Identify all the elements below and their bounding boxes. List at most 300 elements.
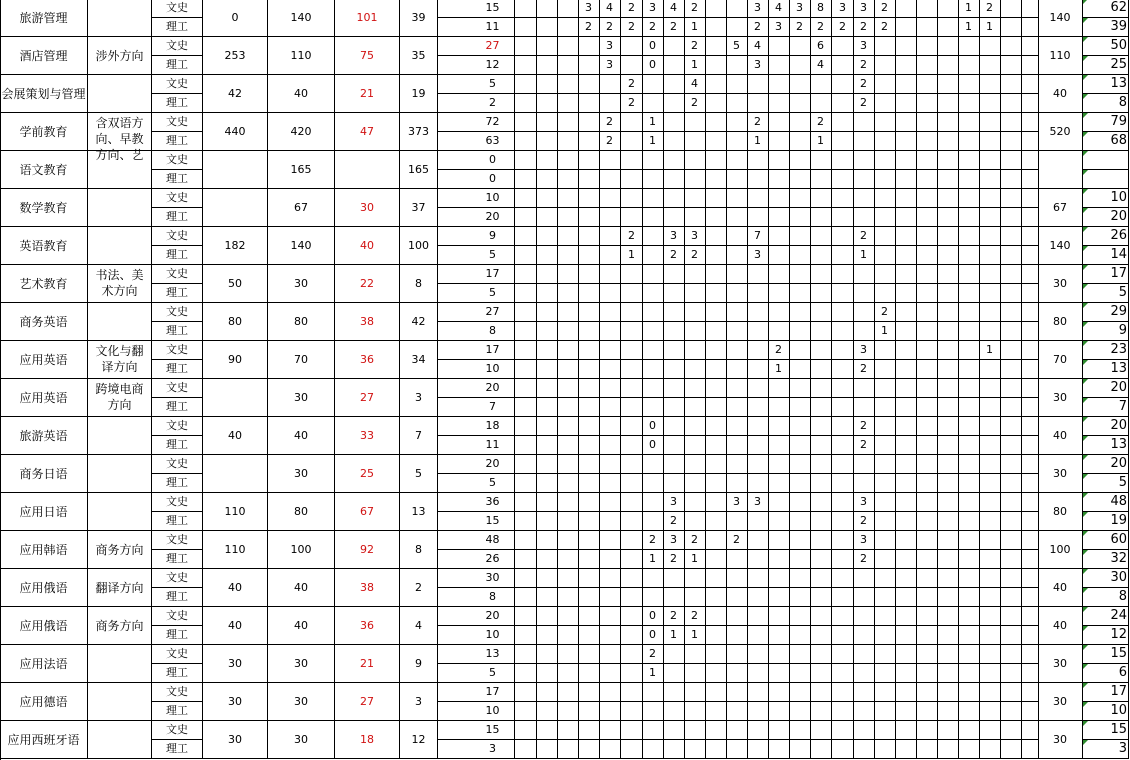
row-total-cell[interactable] [1083, 18, 1129, 37]
track-cell[interactable] [152, 721, 203, 740]
dist-cell[interactable] [937, 151, 959, 170]
dist-cell[interactable] [958, 75, 980, 94]
dist-cell[interactable] [916, 37, 938, 56]
dist-cell[interactable] [747, 607, 769, 626]
dist-cell[interactable] [705, 607, 727, 626]
dist-cell[interactable] [1000, 379, 1022, 398]
dist-cell[interactable] [832, 569, 854, 588]
dist-cell[interactable] [937, 550, 959, 569]
dist-cell[interactable] [958, 189, 980, 208]
admitted-cell[interactable] [335, 227, 400, 265]
dist-cell[interactable] [726, 740, 748, 759]
dist-cell[interactable] [937, 455, 959, 474]
dist-cell[interactable] [663, 512, 685, 531]
dist-cell[interactable] [937, 75, 959, 94]
dist-cell[interactable] [536, 208, 558, 227]
dist-cell[interactable] [768, 227, 790, 246]
dist-cell[interactable] [1000, 284, 1022, 303]
target-total-cell[interactable] [1038, 455, 1083, 493]
dist-cell[interactable] [958, 341, 980, 360]
dist-cell[interactable] [705, 664, 727, 683]
dist-cell[interactable] [1000, 474, 1022, 493]
dist-cell[interactable] [789, 436, 811, 455]
dist-cell[interactable] [789, 0, 811, 18]
dist-cell[interactable] [684, 664, 706, 683]
dist-cell[interactable] [642, 607, 664, 626]
dist-cell[interactable] [768, 94, 790, 113]
dist-cell[interactable] [1000, 550, 1022, 569]
admitted-cell[interactable] [335, 531, 400, 569]
dist-cell[interactable] [1000, 227, 1022, 246]
dist-cell[interactable] [747, 436, 769, 455]
count-cell[interactable] [471, 588, 515, 607]
dist-cell[interactable] [642, 151, 664, 170]
dist-cell[interactable] [747, 113, 769, 132]
dist-cell[interactable] [916, 56, 938, 75]
dist-cell[interactable] [1000, 645, 1022, 664]
dist-cell[interactable] [768, 740, 790, 759]
dist-cell[interactable] [642, 569, 664, 588]
dist-cell[interactable] [768, 398, 790, 417]
dist-cell[interactable] [536, 94, 558, 113]
target-total-cell[interactable] [1038, 151, 1083, 189]
dist-cell[interactable] [832, 94, 854, 113]
dist-cell[interactable] [747, 702, 769, 721]
dist-cell[interactable] [810, 56, 832, 75]
major-name-cell[interactable] [0, 417, 88, 455]
dist-cell[interactable] [810, 493, 832, 512]
dist-cell[interactable] [684, 512, 706, 531]
dist-cell[interactable] [874, 341, 896, 360]
dist-cell[interactable] [747, 664, 769, 683]
row-total-cell[interactable] [1083, 550, 1129, 569]
blank-cell[interactable] [438, 417, 471, 455]
dist-cell[interactable] [832, 170, 854, 189]
dist-cell[interactable] [599, 341, 621, 360]
dist-cell[interactable] [768, 303, 790, 322]
dist-cell[interactable] [536, 531, 558, 550]
count-cell[interactable] [471, 626, 515, 645]
dist-cell[interactable] [599, 607, 621, 626]
dist-cell[interactable] [515, 493, 537, 512]
plan-enrolled-cell[interactable] [268, 303, 335, 341]
dist-cell[interactable] [1000, 18, 1022, 37]
dist-cell[interactable] [1000, 246, 1022, 265]
admitted-cell[interactable] [335, 341, 400, 379]
dist-cell[interactable] [789, 18, 811, 37]
track-cell[interactable] [152, 588, 203, 607]
track-cell[interactable] [152, 569, 203, 588]
dist-cell[interactable] [768, 18, 790, 37]
dist-cell[interactable] [599, 569, 621, 588]
admitted-cell[interactable] [335, 113, 400, 151]
track-cell[interactable] [152, 56, 203, 75]
dist-cell[interactable] [578, 588, 600, 607]
remaining-cell[interactable] [400, 683, 438, 721]
dist-cell[interactable] [747, 227, 769, 246]
blank-cell[interactable] [438, 0, 471, 37]
dist-cell[interactable] [979, 303, 1001, 322]
dist-cell[interactable] [768, 645, 790, 664]
dist-cell[interactable] [515, 341, 537, 360]
dist-cell[interactable] [599, 265, 621, 284]
dist-cell[interactable] [1000, 151, 1022, 170]
row-total-cell[interactable] [1083, 379, 1129, 398]
dist-cell[interactable] [705, 94, 727, 113]
dist-cell[interactable] [789, 474, 811, 493]
dist-cell[interactable] [832, 417, 854, 436]
dist-cell[interactable] [1021, 455, 1039, 474]
dist-cell[interactable] [747, 18, 769, 37]
dist-cell[interactable] [916, 417, 938, 436]
direction-cell[interactable] [88, 113, 152, 162]
row-total-cell[interactable] [1083, 512, 1129, 531]
count-cell[interactable] [471, 398, 515, 417]
dist-cell[interactable] [621, 474, 643, 493]
dist-cell[interactable] [684, 493, 706, 512]
dist-cell[interactable] [621, 683, 643, 702]
dist-cell[interactable] [810, 550, 832, 569]
dist-cell[interactable] [874, 303, 896, 322]
dist-cell[interactable] [642, 246, 664, 265]
dist-cell[interactable] [1021, 132, 1039, 151]
dist-cell[interactable] [515, 151, 537, 170]
dist-cell[interactable] [810, 436, 832, 455]
dist-cell[interactable] [937, 474, 959, 493]
dist-cell[interactable] [895, 113, 917, 132]
dist-cell[interactable] [578, 474, 600, 493]
dist-cell[interactable] [684, 436, 706, 455]
dist-cell[interactable] [958, 170, 980, 189]
admitted-cell[interactable] [335, 303, 400, 341]
dist-cell[interactable] [726, 360, 748, 379]
dist-cell[interactable] [536, 341, 558, 360]
dist-cell[interactable] [642, 531, 664, 550]
plan-enrolled-cell[interactable] [268, 417, 335, 455]
dist-cell[interactable] [726, 493, 748, 512]
plan-enrolled-cell[interactable] [268, 569, 335, 607]
dist-cell[interactable] [684, 607, 706, 626]
dist-cell[interactable] [979, 683, 1001, 702]
dist-cell[interactable] [958, 0, 980, 18]
dist-cell[interactable] [642, 398, 664, 417]
plan-total-cell[interactable] [203, 721, 268, 759]
dist-cell[interactable] [832, 398, 854, 417]
track-cell[interactable] [152, 493, 203, 512]
count-cell[interactable] [471, 170, 515, 189]
dist-cell[interactable] [599, 189, 621, 208]
dist-cell[interactable] [1000, 75, 1022, 94]
dist-cell[interactable] [1021, 208, 1039, 227]
dist-cell[interactable] [958, 113, 980, 132]
dist-cell[interactable] [768, 588, 790, 607]
count-cell[interactable] [471, 683, 515, 702]
dist-cell[interactable] [621, 37, 643, 56]
dist-cell[interactable] [663, 721, 685, 740]
dist-cell[interactable] [916, 132, 938, 151]
dist-cell[interactable] [557, 474, 579, 493]
dist-cell[interactable] [663, 341, 685, 360]
dist-cell[interactable] [768, 436, 790, 455]
dist-cell[interactable] [979, 740, 1001, 759]
dist-cell[interactable] [853, 550, 875, 569]
dist-cell[interactable] [705, 246, 727, 265]
track-cell[interactable] [152, 265, 203, 284]
dist-cell[interactable] [536, 322, 558, 341]
dist-cell[interactable] [874, 550, 896, 569]
dist-cell[interactable] [895, 37, 917, 56]
dist-cell[interactable] [979, 246, 1001, 265]
dist-cell[interactable] [1021, 227, 1039, 246]
row-total-cell[interactable] [1083, 303, 1129, 322]
dist-cell[interactable] [768, 455, 790, 474]
dist-cell[interactable] [916, 360, 938, 379]
dist-cell[interactable] [726, 607, 748, 626]
direction-cell[interactable] [88, 75, 152, 113]
dist-cell[interactable] [916, 265, 938, 284]
dist-cell[interactable] [1021, 56, 1039, 75]
dist-cell[interactable] [726, 37, 748, 56]
dist-cell[interactable] [1021, 37, 1039, 56]
dist-cell[interactable] [747, 417, 769, 436]
target-total-cell[interactable] [1038, 75, 1083, 113]
dist-cell[interactable] [979, 664, 1001, 683]
row-total-cell[interactable] [1083, 645, 1129, 664]
dist-cell[interactable] [726, 341, 748, 360]
dist-cell[interactable] [937, 531, 959, 550]
dist-cell[interactable] [958, 512, 980, 531]
dist-cell[interactable] [536, 151, 558, 170]
major-name-cell[interactable] [0, 721, 88, 759]
dist-cell[interactable] [810, 341, 832, 360]
dist-cell[interactable] [958, 721, 980, 740]
dist-cell[interactable] [874, 455, 896, 474]
dist-cell[interactable] [916, 683, 938, 702]
dist-cell[interactable] [663, 417, 685, 436]
dist-cell[interactable] [853, 740, 875, 759]
dist-cell[interactable] [705, 284, 727, 303]
dist-cell[interactable] [642, 284, 664, 303]
dist-cell[interactable] [557, 550, 579, 569]
dist-cell[interactable] [684, 113, 706, 132]
dist-cell[interactable] [958, 645, 980, 664]
dist-cell[interactable] [663, 265, 685, 284]
dist-cell[interactable] [621, 227, 643, 246]
dist-cell[interactable] [810, 379, 832, 398]
remaining-cell[interactable] [400, 151, 438, 189]
dist-cell[interactable] [557, 341, 579, 360]
dist-cell[interactable] [832, 550, 854, 569]
dist-cell[interactable] [684, 246, 706, 265]
dist-cell[interactable] [895, 550, 917, 569]
dist-cell[interactable] [916, 18, 938, 37]
dist-cell[interactable] [705, 493, 727, 512]
dist-cell[interactable] [979, 37, 1001, 56]
dist-cell[interactable] [705, 550, 727, 569]
track-cell[interactable] [152, 398, 203, 417]
dist-cell[interactable] [789, 645, 811, 664]
dist-cell[interactable] [663, 75, 685, 94]
plan-enrolled-cell[interactable] [268, 113, 335, 151]
dist-cell[interactable] [1000, 37, 1022, 56]
dist-cell[interactable] [916, 151, 938, 170]
dist-cell[interactable] [515, 569, 537, 588]
dist-cell[interactable] [663, 303, 685, 322]
remaining-cell[interactable] [400, 607, 438, 645]
dist-cell[interactable] [1000, 189, 1022, 208]
dist-cell[interactable] [557, 645, 579, 664]
blank-cell[interactable] [438, 265, 471, 303]
dist-cell[interactable] [599, 493, 621, 512]
dist-cell[interactable] [726, 132, 748, 151]
track-cell[interactable] [152, 94, 203, 113]
dist-cell[interactable] [599, 151, 621, 170]
count-cell[interactable] [471, 322, 515, 341]
dist-cell[interactable] [557, 493, 579, 512]
dist-cell[interactable] [895, 607, 917, 626]
plan-enrolled-cell[interactable] [268, 265, 335, 303]
dist-cell[interactable] [1021, 18, 1039, 37]
dist-cell[interactable] [874, 740, 896, 759]
dist-cell[interactable] [621, 645, 643, 664]
dist-cell[interactable] [557, 37, 579, 56]
blank-cell[interactable] [438, 569, 471, 607]
dist-cell[interactable] [979, 18, 1001, 37]
dist-cell[interactable] [832, 683, 854, 702]
dist-cell[interactable] [958, 683, 980, 702]
dist-cell[interactable] [515, 721, 537, 740]
dist-cell[interactable] [621, 94, 643, 113]
dist-cell[interactable] [599, 170, 621, 189]
dist-cell[interactable] [1000, 588, 1022, 607]
dist-cell[interactable] [895, 664, 917, 683]
blank-cell[interactable] [438, 645, 471, 683]
dist-cell[interactable] [642, 474, 664, 493]
dist-cell[interactable] [621, 626, 643, 645]
dist-cell[interactable] [747, 37, 769, 56]
dist-cell[interactable] [1000, 436, 1022, 455]
dist-cell[interactable] [684, 588, 706, 607]
dist-cell[interactable] [789, 455, 811, 474]
remaining-cell[interactable] [400, 531, 438, 569]
plan-total-cell[interactable] [203, 227, 268, 265]
dist-cell[interactable] [705, 227, 727, 246]
dist-cell[interactable] [1021, 94, 1039, 113]
row-total-cell[interactable] [1083, 607, 1129, 626]
dist-cell[interactable] [578, 740, 600, 759]
plan-total-cell[interactable] [203, 417, 268, 455]
dist-cell[interactable] [810, 360, 832, 379]
dist-cell[interactable] [536, 607, 558, 626]
dist-cell[interactable] [768, 683, 790, 702]
dist-cell[interactable] [515, 455, 537, 474]
dist-cell[interactable] [599, 721, 621, 740]
dist-cell[interactable] [768, 322, 790, 341]
dist-cell[interactable] [515, 436, 537, 455]
major-name-cell[interactable] [0, 493, 88, 531]
dist-cell[interactable] [663, 284, 685, 303]
dist-cell[interactable] [726, 588, 748, 607]
dist-cell[interactable] [515, 740, 537, 759]
dist-cell[interactable] [810, 322, 832, 341]
dist-cell[interactable] [937, 303, 959, 322]
major-name-cell[interactable] [0, 227, 88, 265]
plan-enrolled-cell[interactable] [268, 341, 335, 379]
dist-cell[interactable] [853, 303, 875, 322]
dist-cell[interactable] [895, 417, 917, 436]
dist-cell[interactable] [916, 0, 938, 18]
dist-cell[interactable] [1021, 322, 1039, 341]
major-name-cell[interactable] [0, 683, 88, 721]
dist-cell[interactable] [1000, 626, 1022, 645]
dist-cell[interactable] [536, 683, 558, 702]
dist-cell[interactable] [1021, 398, 1039, 417]
dist-cell[interactable] [789, 208, 811, 227]
dist-cell[interactable] [642, 626, 664, 645]
dist-cell[interactable] [1021, 550, 1039, 569]
dist-cell[interactable] [768, 170, 790, 189]
dist-cell[interactable] [747, 474, 769, 493]
dist-cell[interactable] [747, 246, 769, 265]
dist-cell[interactable] [937, 645, 959, 664]
dist-cell[interactable] [789, 265, 811, 284]
dist-cell[interactable] [958, 455, 980, 474]
dist-cell[interactable] [557, 94, 579, 113]
dist-cell[interactable] [663, 132, 685, 151]
plan-enrolled-cell[interactable] [268, 493, 335, 531]
dist-cell[interactable] [684, 0, 706, 18]
dist-cell[interactable] [726, 398, 748, 417]
dist-cell[interactable] [937, 721, 959, 740]
dist-cell[interactable] [557, 569, 579, 588]
dist-cell[interactable] [536, 303, 558, 322]
dist-cell[interactable] [853, 189, 875, 208]
count-cell[interactable] [471, 474, 515, 493]
remaining-cell[interactable] [400, 721, 438, 759]
dist-cell[interactable] [726, 626, 748, 645]
blank-cell[interactable] [438, 721, 471, 759]
dist-cell[interactable] [557, 56, 579, 75]
dist-cell[interactable] [874, 227, 896, 246]
blank-cell[interactable] [438, 113, 471, 151]
dist-cell[interactable] [747, 721, 769, 740]
count-cell[interactable] [471, 531, 515, 550]
dist-cell[interactable] [810, 607, 832, 626]
blank-cell[interactable] [438, 189, 471, 227]
row-total-cell[interactable] [1083, 588, 1129, 607]
dist-cell[interactable] [705, 379, 727, 398]
dist-cell[interactable] [853, 569, 875, 588]
dist-cell[interactable] [789, 322, 811, 341]
dist-cell[interactable] [958, 607, 980, 626]
dist-cell[interactable] [642, 227, 664, 246]
dist-cell[interactable] [726, 94, 748, 113]
row-total-cell[interactable] [1083, 455, 1129, 474]
target-total-cell[interactable] [1038, 227, 1083, 265]
dist-cell[interactable] [789, 702, 811, 721]
dist-cell[interactable] [536, 227, 558, 246]
plan-enrolled-cell[interactable] [268, 455, 335, 493]
dist-cell[interactable] [515, 512, 537, 531]
dist-cell[interactable] [916, 721, 938, 740]
direction-cell[interactable] [88, 721, 152, 759]
dist-cell[interactable] [621, 341, 643, 360]
dist-cell[interactable] [810, 284, 832, 303]
dist-cell[interactable] [663, 683, 685, 702]
dist-cell[interactable] [621, 56, 643, 75]
dist-cell[interactable] [768, 569, 790, 588]
row-total-cell[interactable] [1083, 664, 1129, 683]
